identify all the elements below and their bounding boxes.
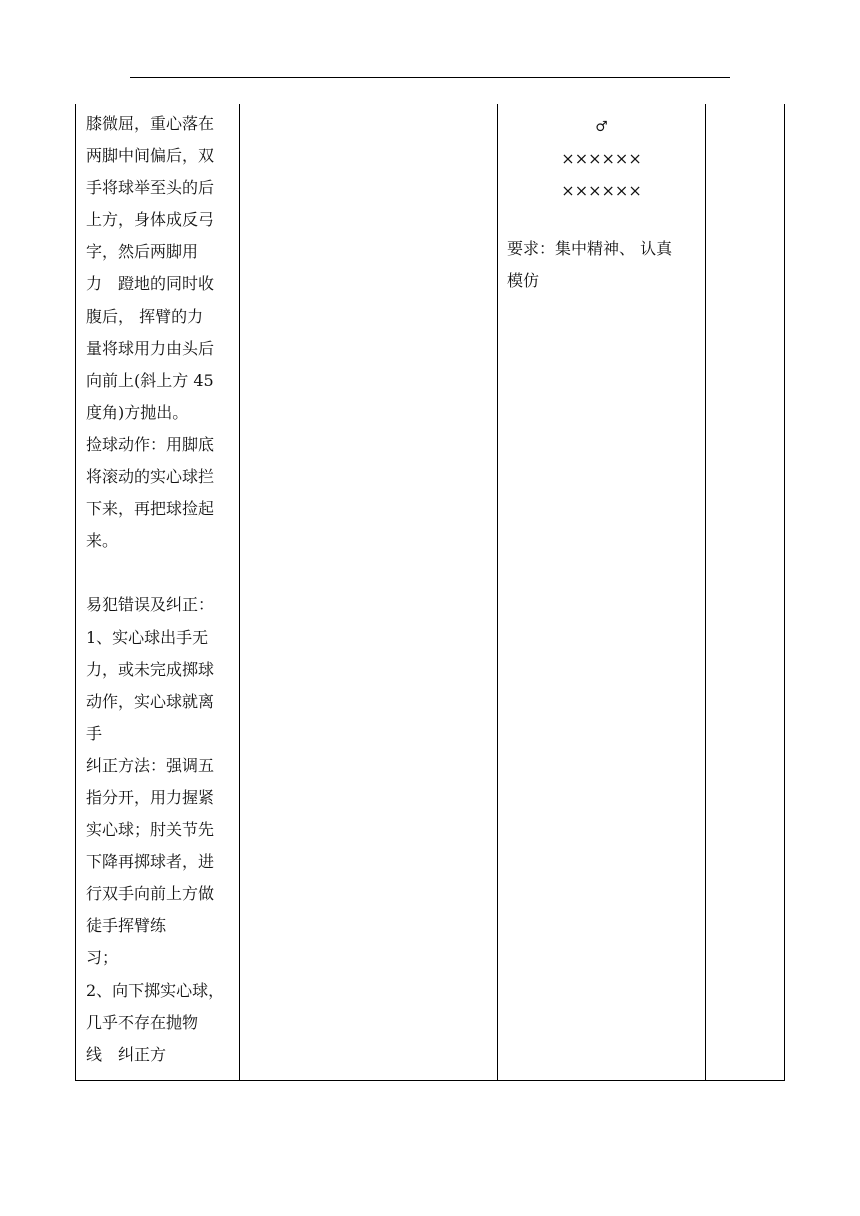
method-line: 徒手挥臂练 bbox=[86, 916, 167, 936]
method-line: 腹后， 挥臂的力 bbox=[86, 306, 204, 326]
requirement-text bbox=[498, 233, 705, 297]
teaching-method-text bbox=[86, 108, 231, 1071]
method-line: 2、向下掷实心球， bbox=[86, 980, 225, 1000]
method-line: 度角)方抛出。 bbox=[86, 402, 189, 422]
method-line: 实心球；肘关节先 bbox=[86, 820, 215, 840]
student-row-1: ×××××× bbox=[561, 149, 642, 168]
teaching-method-cell bbox=[76, 104, 240, 1080]
method-line: 指分开，用力握紧 bbox=[86, 787, 215, 807]
method-line: 上方，身体成反弓 bbox=[86, 210, 215, 230]
formation-diagram bbox=[498, 104, 705, 207]
method-line: 纠正方法：强调五 bbox=[86, 755, 215, 775]
method-line: 动作，实心球就离 bbox=[86, 691, 215, 711]
method-line bbox=[86, 557, 231, 589]
method-line: 易犯错误及纠正： bbox=[86, 595, 215, 615]
method-line: 膝微屈，重心落在 bbox=[86, 114, 215, 133]
method-line: 力，或未完成掷球 bbox=[86, 659, 215, 679]
method-line: 字，然后两脚用 bbox=[86, 242, 199, 262]
method-line: 将滚动的实心球拦 bbox=[86, 467, 215, 487]
method-line: 1、实心球出手无 bbox=[86, 627, 209, 647]
table-row bbox=[76, 104, 785, 1080]
method-line: 向前上(斜上方 45 bbox=[86, 370, 214, 390]
method-line: 行双手向前上方做 bbox=[86, 884, 215, 904]
teacher-symbol: ♂ bbox=[595, 119, 608, 135]
method-line: 手 bbox=[86, 723, 103, 743]
method-line: 量将球用力由头后 bbox=[86, 338, 215, 358]
method-line: 力 蹬地的同时收 bbox=[86, 274, 215, 294]
requirement-line-1: 要求：集中精神、 认真 bbox=[507, 239, 673, 258]
header-rule bbox=[130, 77, 730, 78]
requirement-line-2: 模仿 bbox=[507, 271, 540, 290]
method-line: 下降再掷球者，进 bbox=[86, 852, 215, 872]
student-row-2: ×××××× bbox=[561, 181, 642, 200]
teacher-activity-cell bbox=[240, 104, 498, 1080]
method-line: 两脚中间偏后，双 bbox=[86, 146, 215, 166]
method-line: 线 纠正方 bbox=[86, 1044, 167, 1064]
method-line: 几乎不存在抛物 bbox=[86, 1012, 199, 1032]
organization-cell bbox=[498, 104, 706, 1080]
method-line: 习； bbox=[86, 948, 119, 968]
lesson-plan-table bbox=[75, 104, 785, 1081]
method-line: 手将球举至头的后 bbox=[86, 178, 215, 198]
method-line: 捡球动作：用脚底 bbox=[86, 434, 215, 454]
method-line: 来。 bbox=[86, 531, 119, 551]
method-line: 下来，再把球捡起 bbox=[86, 499, 215, 519]
notes-cell bbox=[706, 104, 785, 1080]
